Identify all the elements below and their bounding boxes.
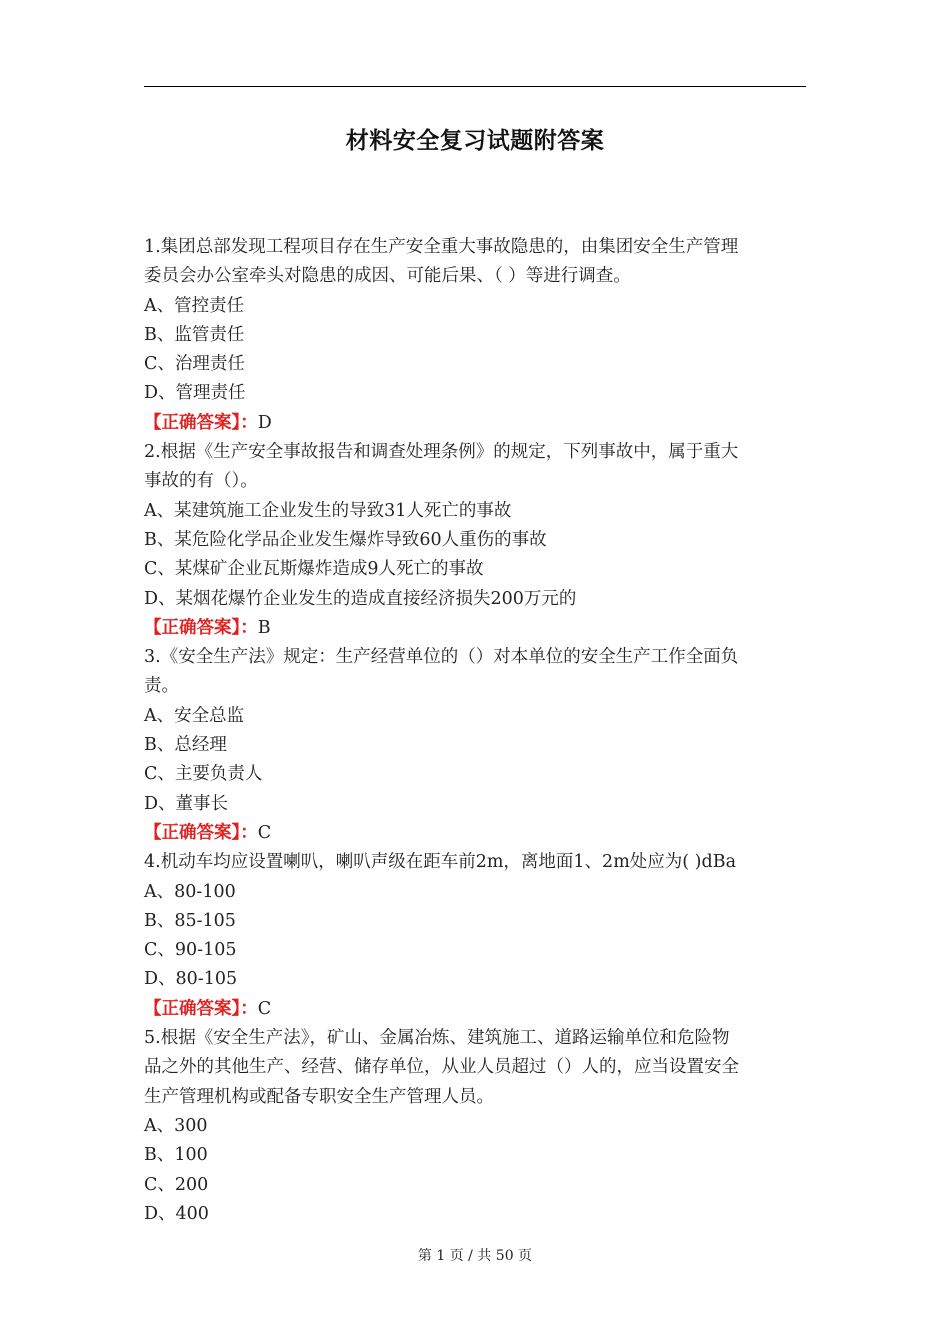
q2-option-b: B、某危险化学品企业发生爆炸导致60人重伤的事故 [144, 529, 547, 550]
q3-line-2: 责。 [144, 676, 179, 697]
page-footer: 第 1 页 / 共 50 页 [417, 1248, 533, 1264]
answer-label: 【正确答案】： [144, 617, 258, 638]
q3-answer [144, 819, 808, 848]
q3-option-a: A、安全总监 [144, 705, 245, 726]
q1-line-2: 委员会办公室牵头对隐患的成因、可能后果、（ ）等进行调查。 [144, 266, 631, 287]
q1-option-c: C、治理责任 [144, 354, 245, 375]
answer-label: 【正确答案】： [144, 412, 258, 433]
q1-line-1: 1.集团总部发现工程项目存在生产安全重大事故隐患的，由集团安全生产管理 [144, 237, 739, 257]
q5-line-1: 5.根据《安全生产法》，矿山、金属冶炼、建筑施工、道路运输单位和危险物 [144, 1028, 730, 1049]
q5-option-a: A、300 [144, 1115, 208, 1136]
q5-line-2: 品之外的其他生产、经营、储存单位，从业人员超过（）人的，应当设置安全 [144, 1057, 739, 1078]
q4-option-c: C、90-105 [144, 940, 237, 961]
answer-value: C [257, 822, 272, 843]
q3-option-c: C、主要负责人 [144, 764, 263, 785]
header-rule [144, 86, 806, 87]
q2-answer [144, 614, 808, 643]
q3-option-b: B、总经理 [144, 735, 227, 756]
answer-value: D [257, 412, 272, 433]
q2-line-1: 2.根据《生产安全事故报告和调查处理条例》的规定，下列事故中，属于重大 [144, 442, 739, 463]
question-list [144, 233, 808, 1229]
q1-answer [144, 409, 808, 438]
q4-option-d: D、80-105 [144, 969, 238, 990]
q2-option-d: D、某烟花爆竹企业发生的造成直接经济损失200万元的 [144, 588, 577, 609]
q3-option-d: D、董事长 [144, 793, 229, 814]
answer-value: B [257, 617, 271, 638]
answer-label: 【正确答案】： [144, 822, 258, 843]
q4-answer [144, 995, 808, 1024]
answer-label: 【正确答案】： [144, 998, 258, 1019]
document-title: 材料安全复习试题附答案 [345, 128, 605, 154]
q2-option-c: C、某煤矿企业瓦斯爆炸造成9人死亡的事故 [144, 559, 484, 580]
q1-option-d: D、管理责任 [144, 383, 246, 404]
q5-option-d: D、400 [144, 1203, 209, 1224]
q1-option-a: A、管控责任 [144, 295, 245, 316]
q4-option-a: A、80-100 [144, 881, 236, 902]
q5-option-c: C、200 [144, 1174, 209, 1195]
q5-option-b: B、100 [144, 1145, 208, 1166]
q2-option-a: A、某建筑施工企业发生的导致31人死亡的事故 [144, 500, 512, 521]
q5-line-3: 生产管理机构或配备专职安全生产管理人员。 [144, 1086, 494, 1107]
q1-option-b: B、监管责任 [144, 324, 245, 345]
answer-value: C [257, 998, 272, 1019]
q4-option-b: B、85-105 [144, 910, 236, 931]
q2-line-2: 事故的有（）。 [144, 471, 258, 492]
q3-line-1: 3.《安全生产法》规定：生产经营单位的（）对本单位的安全生产工作全面负 [144, 647, 739, 668]
q4-line-1: 4.机动车均应设置喇叭，喇叭声级在距车前2m，离地面1、2m处应为( )dBa [144, 852, 736, 873]
